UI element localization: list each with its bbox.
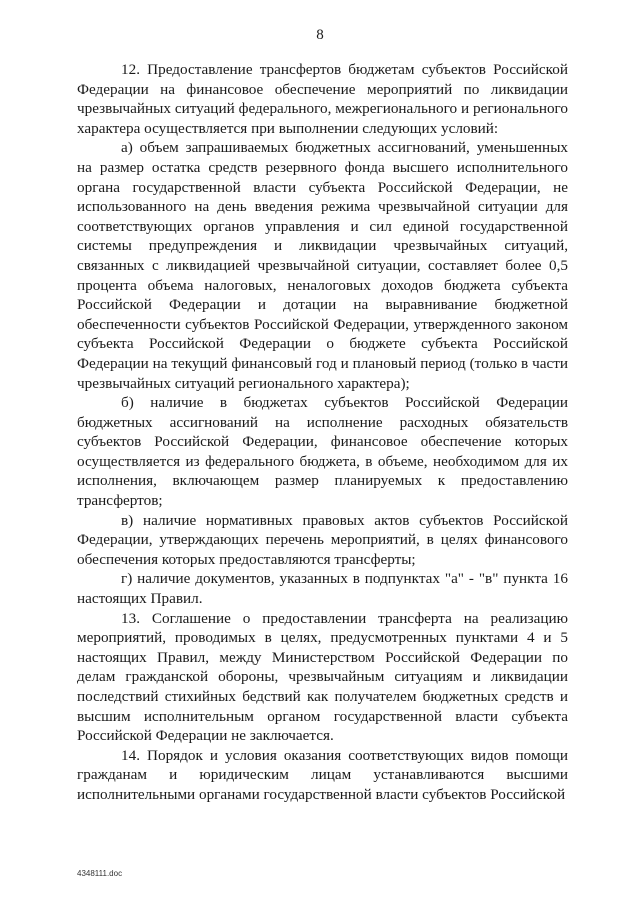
document-file-id: 4348111.doc	[77, 869, 123, 878]
document-body	[77, 60, 568, 805]
paragraph-13: 13. Соглашение о предоставлении трансферта на реализацию мероприятий, проводимых в целях, предусмотренных пунктами 4 и 5 настоящих Правил, между Министерством Российской Федерации по делам гражданской обороны, чрезвычайным ситуациям и ликвидации последствий стихийных бедствий как получателем бюджетных средств и высшим исполнительным органом государственной власти субъекта Российской Федерации не заключается.	[77, 609, 568, 745]
paragraph-12-g: г) наличие документов, указанных в подпунктах "а" - "в" пункта 16 настоящих Правил.	[77, 570, 568, 608]
paragraph-12-a: а) объем запрашиваемых бюджетных ассигнований, уменьшенных на размер остатка средств резервного фонда высшего исполнительного органа государственной власти субъекта Российской Федерации, не использованного на день введения режима чрезвычайной ситуации для соответствующих органов управления и сил единой государственной системы предупреждения и ликвидации чрезвычайных ситуаций, связанных с ликвидацией чрезвычайной ситуации, составляет более 0,5 процента объема налоговых, неналоговых доходов бюджета субъекта Российской Федерации и дотации на выравнивание бюджетной обеспеченности субъектов Российской Федерации, утвержденного законом субъекта Российской Федерации о бюджете субъекта Российской Федерации на текущий финансовый год и плановый период (только в части чрезвычайных ситуаций регионального характера);	[77, 139, 568, 392]
page-number: 8	[316, 27, 324, 43]
paragraph-14: 14. Порядок и условия оказания соответствующих видов помощи гражданам и юридическим лицам устанавливаются высшими исполнительными органами государственной власти субъектов Российской	[77, 746, 568, 803]
paragraph-12-v: в) наличие нормативных правовых актов субъектов Российской Федерации, утверждающих перечень мероприятий, в целях финансового обеспечения которых предоставляются трансферты;	[77, 511, 568, 568]
paragraph-12: 12. Предоставление трансфертов бюджетам субъектов Российской Федерации на финансовое обеспечение мероприятий по ликвидации чрезвычайных ситуаций федерального, межрегионального и регионального характера осуществляется при выполнении следующих условий:	[77, 61, 568, 137]
paragraph-12-b: б) наличие в бюджетах субъектов Российской Федерации бюджетных ассигнований на исполнение расходных обязательств субъектов Российской Федерации, финансовое обеспечение которых осуществляется из федерального бюджета, в объеме, необходимом для их исполнения, включающем размер планируемых к предоставлению трансфертов;	[77, 394, 568, 510]
